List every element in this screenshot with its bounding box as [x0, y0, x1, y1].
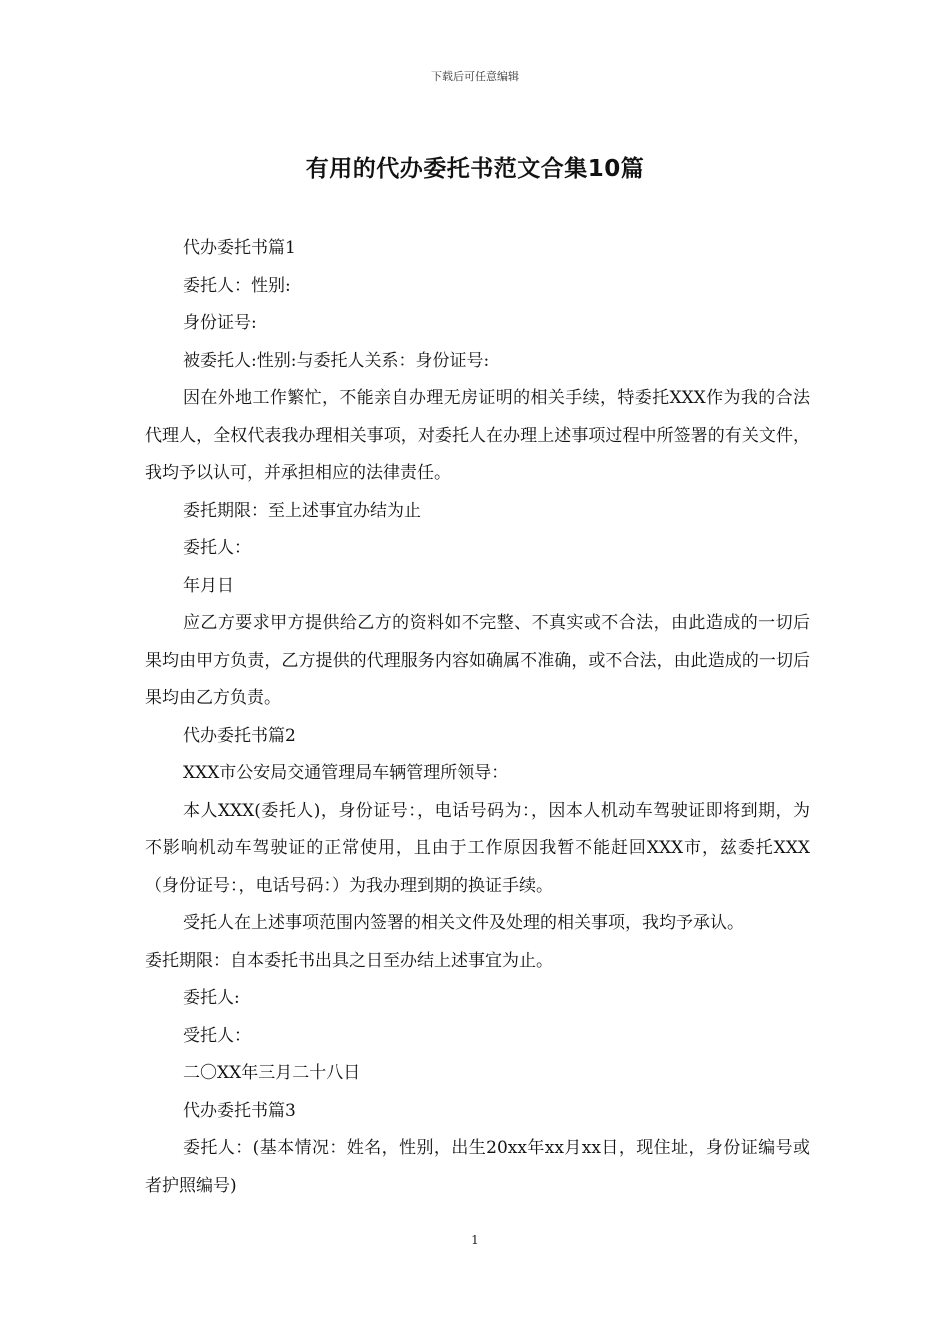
paragraph: 受托人在上述事项范围内签署的相关文件及处理的相关事项，我均予承认。 — [183, 913, 744, 933]
page-number: 1 — [471, 1233, 479, 1247]
paragraph: 委托期限：自本委托书出具之日至办结上述事宜为止。 — [145, 950, 553, 971]
document-title: 有用的代办委托书范文合集10篇 — [305, 156, 645, 182]
paragraph: 年月日 — [183, 575, 234, 596]
paragraph: XXX市公安局交通管理局车辆管理所领导： — [183, 763, 509, 783]
paragraph-section-heading: 代办委托书篇1 — [183, 238, 296, 258]
paragraph: 本人XXX(委托人)，身份证号：，电话号码为：，因本人机动车驾驶证即将到期，为不影响机动车驾驶证的正常使用，且由于工作原因我暂不能赶回XXX市，兹委托XXX（身份证号：，电话号码：）为我办理到期的换证手续。 — [145, 800, 810, 896]
paragraph: 委托人：(基本情况：姓名，性别，出生20xx年xx月xx日，现住址，身份证编号或者护照编号) — [145, 1138, 810, 1196]
paragraph: 二〇XX年三月二十八日 — [183, 1063, 361, 1083]
header-note: 下载后可任意编辑 — [431, 70, 519, 83]
paragraph: 委托期限：至上述事宜办结为止 — [183, 500, 421, 521]
paragraph-section-heading: 代办委托书篇3 — [183, 1100, 296, 1121]
paragraph: 委托人: — [183, 988, 240, 1008]
paragraph-section-heading: 代办委托书篇2 — [183, 725, 296, 746]
paragraph: 身份证号: — [183, 313, 257, 333]
paragraph: 委托人： — [183, 538, 251, 558]
paragraph: 因在外地工作繁忙，不能亲自办理无房证明的相关手续，特委托XXX作为我的合法代理人，全权代表我办理相关事项，对委托人在办理上述事项过程中所签署的有关文件，我均予以认可，并承担相应的法律责任。 — [145, 388, 810, 483]
paragraph: 委托人：性别: — [183, 275, 291, 296]
paragraph: 应乙方要求甲方提供给乙方的资料如不完整、不真实或不合法，由此造成的一切后果均由甲方负责，乙方提供的代理服务内容如确属不准确，或不合法，由此造成的一切后果均由乙方负责。 — [145, 613, 810, 708]
paragraph: 被委托人:性别:与委托人关系：身份证号: — [183, 350, 490, 371]
document-body — [145, 230, 810, 1205]
paragraph: 受托人： — [183, 1025, 251, 1046]
